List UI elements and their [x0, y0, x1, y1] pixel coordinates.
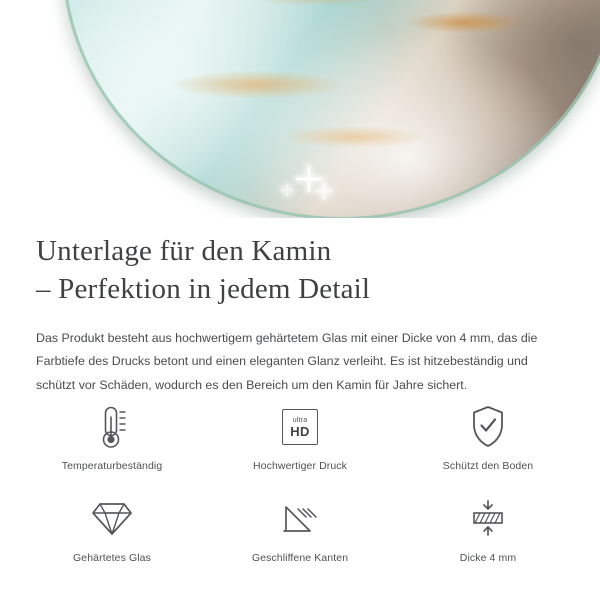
- feature-label: Temperaturbeständig: [61, 460, 163, 472]
- ultra-hd-icon: [282, 404, 318, 450]
- page-title: [0, 218, 600, 309]
- feature-grid: [0, 396, 600, 570]
- text-content: [0, 218, 600, 398]
- hero-image: [0, 0, 600, 218]
- page-title-line-1: Unterlage für den Kamin: [36, 235, 332, 267]
- feature-label: Gehärtetes Glas: [73, 552, 151, 564]
- glass-plate-image: [62, 0, 600, 218]
- page-title-line-2: – Perfektion in jedem Detail: [36, 273, 371, 306]
- feature-label: Dicke 4 mm: [459, 552, 517, 564]
- feature-label: Geschliffene Kanten: [251, 552, 349, 564]
- shield-check-icon: [468, 404, 508, 450]
- description-paragraph: Das Produkt besteht aus hochwertigem gehärtetem Glas mit einer Dicke von 4 mm, das die Farbtiefe des Drucks betont und einen eleganten Glanz verleiht. Es ist hitzebeständig und schützt vor Schäden, wodurch es den Bereich um den Kamin für Jahre sichert.: [36, 330, 538, 393]
- thickness-arrows-icon: [466, 496, 510, 542]
- feature-item-temperature: [18, 396, 206, 478]
- polished-edges-icon: [278, 496, 322, 542]
- ultra-hd-badge-bottom: HD: [290, 423, 310, 439]
- feature-item-polished-edges: [206, 488, 394, 570]
- thermometer-icon: [92, 404, 132, 450]
- feature-label: Hochwertiger Druck: [253, 460, 347, 472]
- feature-label: Schützt den Boden: [442, 460, 534, 472]
- diamond-icon: [90, 496, 134, 542]
- ultra-hd-badge-top: ultra: [292, 416, 308, 424]
- feature-item-tempered-glass: [18, 488, 206, 570]
- feature-item-floor-protection: [394, 396, 582, 478]
- feature-item-print-quality: [206, 396, 394, 478]
- feature-item-thickness: [394, 488, 582, 570]
